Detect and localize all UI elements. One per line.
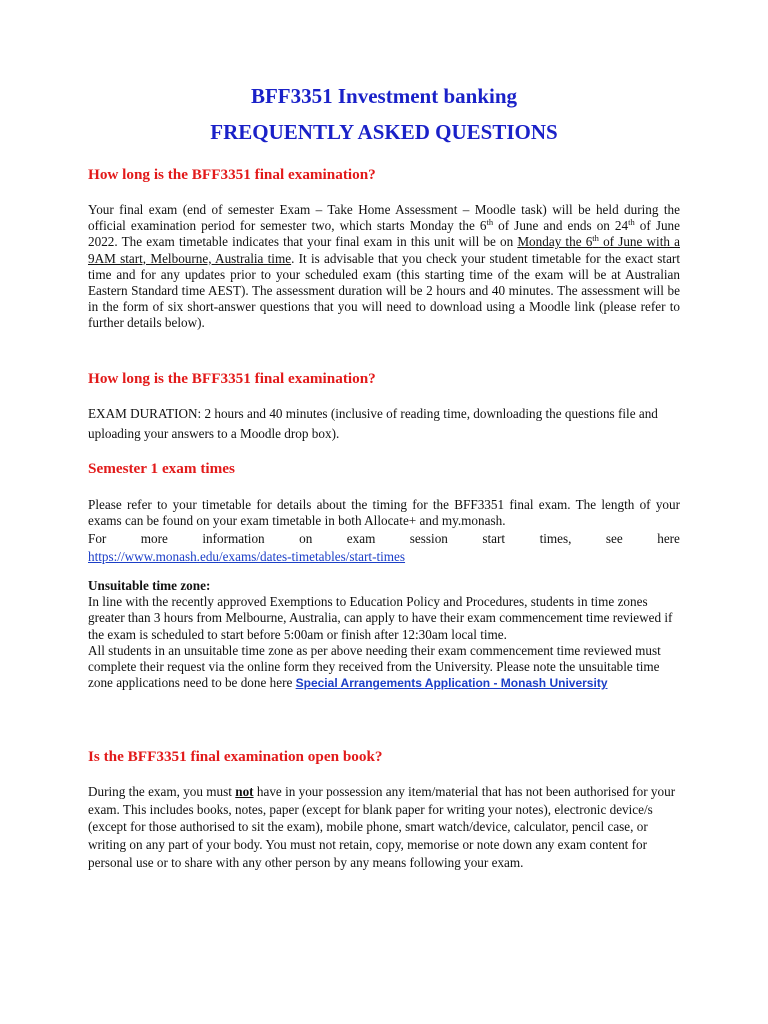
- tz-text-a: In line with the recently approved Exemptions to Education Policy and Procedures, students in time zones greater than 3 hours from Melbourne, Australia, can apply to have their exam commencement time reviewed if the exam is scheduled to start before 5:00am or finish after 12:30am local time.: [88, 594, 673, 642]
- q1-text-c: of June 2022. The exam timetable indicates that your final exam in this unit will be on: [88, 218, 680, 250]
- q3-more-info-line: [88, 531, 680, 547]
- document-subtitle: FREQUENTLY ASKED QUESTIONS: [210, 120, 558, 144]
- q4-heading: Is the BFF3351 final examination open book?: [88, 748, 383, 765]
- document-title: BFF3351 Investment banking: [250, 84, 518, 108]
- q4-not-emphasis: not: [235, 784, 254, 799]
- special-arrangements-link-a: Special Arrangements: [295, 676, 425, 691]
- q1-paragraph: [88, 202, 680, 332]
- q3-word: start: [482, 531, 506, 546]
- q4-paragraph: [88, 783, 680, 872]
- q1-heading: How long is the BFF3351 final examination?: [88, 166, 376, 183]
- q2-heading: How long is the BFF3351 final examination?: [88, 370, 376, 387]
- q3-word: more: [140, 531, 168, 546]
- start-times-link[interactable]: https://www.monash.edu/exams/dates-timetables/start-times: [88, 549, 406, 564]
- q3-word: on: [299, 531, 313, 546]
- q3-paragraph: Please refer to your timetable for details about the timing for the BFF3351 final exam. The length of your exams can be found on your exam timetable in both Allocate+ and my.monash.: [88, 497, 680, 529]
- q4-text-a: During the exam, you must: [88, 784, 236, 799]
- q3-heading: Semester 1 exam times: [88, 460, 235, 477]
- q3-word: For: [88, 531, 107, 546]
- tz-block: [88, 578, 680, 691]
- q3-word: session: [409, 531, 448, 546]
- q1-text-d: . It is advisable that you check your student timetable for the exact start time and for any updates prior to your scheduled exam (this starting time of the exam will be at Australian Eastern Standard time AEST). The assessment duration will be 2 hours and 40 minutes. The assessment will be in the form of six short-answer questions that you will need to download using a Moodle link (please refer to further details below).: [88, 250, 680, 331]
- q3-word: here: [657, 531, 680, 546]
- q3-link-line: [88, 549, 680, 565]
- q1-sup-a: th: [486, 217, 494, 228]
- q1-underline-b: of June with a 9AM start, Melbourne, Australia time: [88, 234, 680, 266]
- q3-word: times,: [539, 531, 572, 546]
- q3-word: see: [605, 531, 623, 546]
- special-arrangements-link[interactable]: [296, 676, 608, 690]
- q3-word: information: [202, 531, 265, 546]
- tz-heading: Unsuitable time zone:: [88, 578, 211, 593]
- q2-paragraph: EXAM DURATION: 2 hours and 40 minutes (inclusive of reading time, downloading the questions file and uploading your answers to a Moodle drop box).: [88, 406, 658, 441]
- q1-text-b: of June and ends on 24: [493, 218, 629, 234]
- q1-text-a: Your final exam (end of semester Exam – Take Home Assessment – Moodle task) will be held during the official examination period for semester two, which starts Monday the 6: [88, 202, 680, 234]
- special-arrangements-link-b: Application - Monash University: [424, 676, 608, 691]
- q3-word: exam: [346, 531, 376, 546]
- q1-sup-b: th: [628, 217, 635, 228]
- q1-sup-c: th: [592, 233, 599, 244]
- q1-underline-a: Monday the 6: [517, 234, 593, 250]
- q4-text-b: have in your possession any item/material that has not been authorised for your exam. This includes books, notes, paper (except for blank paper for writing your notes), electronic device/s (except for those authorised to sit the exam), mobile phone, smart watch/device, calculator, pencil case, or writing on any part of your body. You must not retain, copy, memorise or note down any exam content for personal use or to share with any other person by any means following your exam.: [88, 784, 676, 870]
- tz-text-b: All students in an unsuitable time zone as per above needing their exam commencement time reviewed must complete their request via the online form they received from the University. Please note the unsuitable time zone applications need to be done here: [88, 642, 661, 691]
